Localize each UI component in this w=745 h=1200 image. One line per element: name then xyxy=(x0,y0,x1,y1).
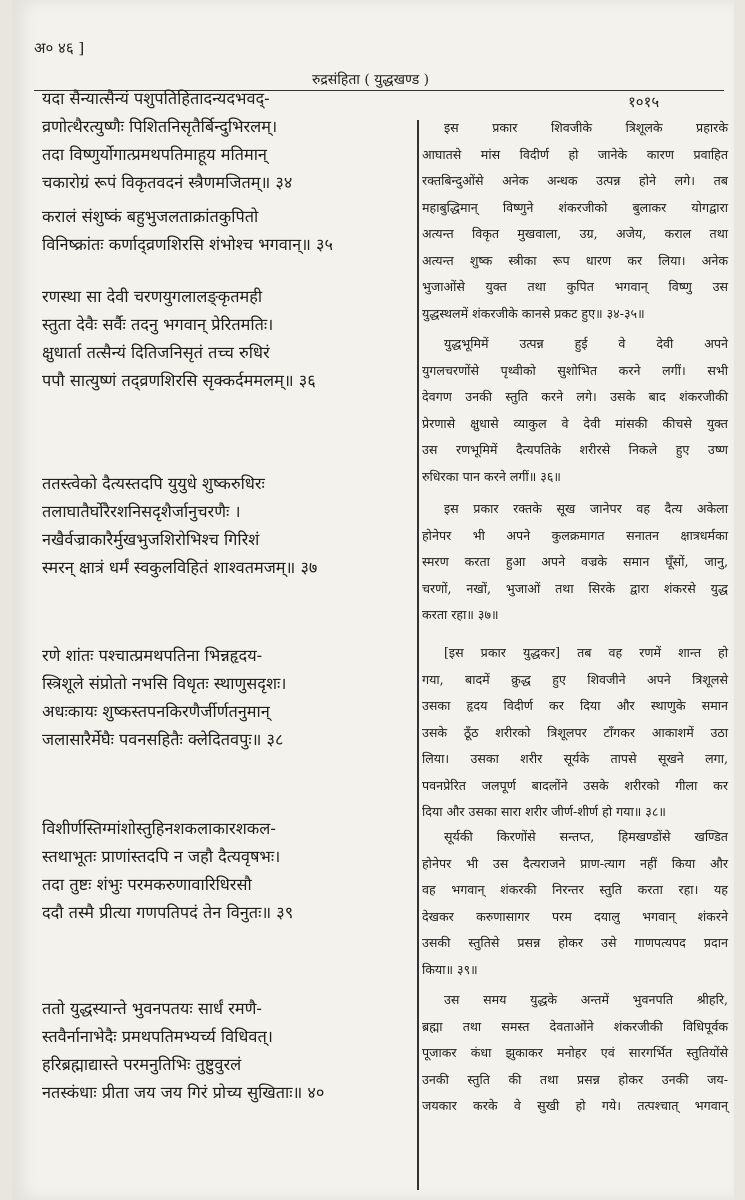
verse-line: यदा सैन्यात्सैन्यं पशुपतिहितादन्यदभवद्- xyxy=(42,89,270,108)
paragraph-line: रुधिरका पान करने लगीं॥ ३६॥ xyxy=(422,468,561,484)
verse-line: क्षुधार्ता तत्सैन्यं दितिजनिसृतं तच्च रुधिरं xyxy=(42,343,270,362)
sanskrit-verse xyxy=(42,470,407,582)
paragraph-line: प्रेरणासे क्षुधासे व्याकुल वे देवी मांसकी कीचसे युक्त xyxy=(422,415,728,431)
verse-line: विशीर्णस्तिग्मांशोस्तुहिनशकलाकारशकल- xyxy=(42,819,276,838)
verse-line: अधःकायः शुष्कस्तपनकिरणैर्जीर्णतनुमान् xyxy=(42,702,270,721)
verse-line: हरिब्रह्माद्यास्ते परमनुतिभिः तुष्टुवुरलं xyxy=(42,1055,242,1074)
hindi-paragraph xyxy=(422,640,728,826)
paragraph-line: अत्यन्त विकृत मुखवाला, उग्र, अजेय, कराल तथा xyxy=(422,226,728,241)
sanskrit-verse xyxy=(42,642,407,754)
verse-line: तदा तुष्टः शंभुः परमकरुणावारिधिरसौ xyxy=(42,875,252,894)
book-page xyxy=(12,0,734,1200)
verse-line: स्तवैर्नानाभेदैः प्रमथपतिमभ्यर्च्य विधिवत्। xyxy=(42,1027,273,1046)
paragraph-line: इस प्रकार रक्तके सूख जानेपर वह दैत्य अकेला xyxy=(444,501,728,516)
verse-line: स्मरन् क्षात्रं धर्मं स्वकुलविहितं शाश्वतमजम्॥ ३७ xyxy=(42,558,318,577)
hindi-paragraph xyxy=(422,824,728,983)
verse-line: करालं संशुष्कं बहुभुजलताक्रांतकुपितो xyxy=(42,207,259,226)
verse-line: ददौ तस्मै प्रीत्या गणपतिपदं तेन विनुतः॥ ३९ xyxy=(42,903,294,922)
paragraph-line: उनकी स्तुति की तथा प्रसन्न होकर उनकी जय- xyxy=(422,1071,728,1087)
paragraph-line: भुजाओंसे युक्त तथा कुपित भगवान् विष्णु उस xyxy=(422,279,728,294)
verse-line: रणस्था सा देवी चरणयुगलालङ्कृतमही xyxy=(42,287,263,306)
sanskrit-verse xyxy=(42,203,407,259)
verse-line: पपौ सात्युष्णं तद्व्रणशिरसि सृक्कर्दममलम्॥ ३६ xyxy=(42,371,316,390)
paragraph-line: देखकर करुणासागर परम दयालु भगवान् शंकरने xyxy=(422,908,728,924)
verse-line: विनिष्क्रांतः कर्णाद्व्रणशिरसि शंभोश्च भगवान्॥ ३५ xyxy=(42,235,333,254)
verse-line: चकारोग्रं रूपं विकृतवदनं स्त्रैणमजितम्॥ ३४ xyxy=(42,173,293,192)
hindi-paragraph xyxy=(422,115,728,327)
hindi-paragraph xyxy=(422,331,728,490)
verse-line: रणे शांतः पश्चात्प्रमथपतिना भिन्नहृदय- xyxy=(42,646,263,665)
sanskrit-verse xyxy=(42,283,407,395)
paragraph-line: युद्धभूमिमें उत्पन्न हुई वे देवी अपने xyxy=(444,336,728,351)
sanskrit-verse xyxy=(42,995,407,1107)
verse-line: ततस्त्वेको दैत्यस्तदपि युयुधे शुष्करुधिरः xyxy=(42,474,265,493)
paragraph-line: रक्तबिन्दुओंसे अनेक अन्धक उत्पन्न होने लगे। तब xyxy=(422,173,728,188)
page-number: १०१५ xyxy=(628,93,660,111)
verse-line: ततो युद्धस्यान्ते भुवनपतयः सार्धं रमणै- xyxy=(42,999,262,1018)
verse-line: व्रणोत्थैरत्युष्णैः पिशितनिसृतैर्बिन्दुभिरलम्। xyxy=(42,117,278,136)
paragraph-line: चरणों, नखों, भुजाओं तथा सिरके द्वारा शंकरसे युद्ध xyxy=(422,580,728,596)
hindi-paragraph xyxy=(422,496,728,629)
paragraph-line: [इस प्रकार युद्धकर] तब वह रणमें शान्त हो xyxy=(444,645,728,660)
paragraph-line: होनेपर भी अपने कुलक्रमागत सनातन क्षात्रधर्मका xyxy=(422,527,728,543)
sanskrit-verse xyxy=(42,85,407,197)
paragraph-line: करता रहा॥ ३७॥ xyxy=(422,607,499,622)
verse-line: तलाघातैर्घोरैरशनिसदृशैर्जानुचरणैः । xyxy=(42,502,241,521)
paragraph-line: उसकी स्तुतिसे प्रसन्न होकर उसे गाणपत्यपद प्रदान xyxy=(422,935,728,950)
verse-line: जलासारैर्मेघैः पवनसहितैः क्लेदितवपुः॥ ३८ xyxy=(42,730,284,749)
paragraph-line: गया, बादमें क्रुद्ध हुए शिवजीने अपने त्रिशूलसे xyxy=(422,671,728,687)
sanskrit-verse xyxy=(42,815,407,927)
paragraph-line: उस रणभूमिमें दैत्यपतिके शरीरसे निकले हुए उष्ण xyxy=(422,442,728,457)
paragraph-line: सूर्यकी किरणोंसे सन्तप्त, हिमखण्डोंसे खण्डित xyxy=(444,829,728,844)
paragraph-line: पवनप्रेरित जलपूर्ण बादलोंने उसके शरीरको गीला कर xyxy=(422,777,728,793)
paragraph-line: वह भगवान् शंकरकी निरन्तर स्तुति करता रहा। यह xyxy=(422,882,728,897)
paragraph-line: स्मरण करता हुआ अपने वज्रके समान घूँसों, जानु, xyxy=(422,554,728,569)
verse-line: स्तुता देवैः सर्वैः तदनु भगवान् प्रेरितमतिः। xyxy=(42,315,274,334)
paragraph-line: देवगण उनकी स्तुति करने लगे। उसके बाद शंकरजीकी xyxy=(422,389,728,404)
paragraph-line: उसका हृदय विदीर्ण कर दिया और स्थाणुके समान xyxy=(422,698,728,713)
paragraph-line: किया॥ ३९॥ xyxy=(422,961,478,977)
verse-line: तदा विष्णुर्योगात्प्रमथपतिमाहूय मतिमान् xyxy=(42,145,267,164)
paragraph-line: अत्यन्त शुष्क स्त्रीका रूप धारण कर लिया। अनेक xyxy=(422,252,728,268)
paragraph-line: युद्धस्थलमें शंकरजीके कानसे प्रकट हुए॥ ३४-३५॥ xyxy=(422,305,645,321)
paragraph-line: पूजाकर कंधा झुकाकर मनोहर एवं सारगर्भित स्तुतियोंसे xyxy=(422,1045,728,1060)
hindi-paragraph xyxy=(422,987,728,1120)
verse-line: नखैर्वज्राकारैर्मुखभुजशिरोभिश्च गिरिशं xyxy=(42,530,260,549)
verse-line: स्त्रिशूले संप्रोतो नभसि विधृतः स्थाणुसदृशः। xyxy=(42,674,287,693)
paragraph-line: होनेपर भी उस दैत्यराजने प्राण-त्याग नहीं किया और xyxy=(422,855,728,871)
column-divider xyxy=(417,120,419,1190)
paragraph-line: उसके ठूँठ शरीरको त्रिशूलपर टाँगकर आकाशमें उठा xyxy=(422,724,728,740)
paragraph-line: युगलचरणोंसे पृथ्वीको सुशोभित करने लगीं। सभी xyxy=(422,362,728,378)
running-title: रुद्रसंहिता ( युद्धखण्ड ) xyxy=(312,72,430,88)
paragraph-line: दिया और उसका सारा शरीर जीर्ण-शीर्ण हो गया॥ ३८॥ xyxy=(422,804,666,819)
paragraph-line: आघातसे मांस विदीर्ण हो जानेके कारण प्रवाहित xyxy=(422,146,728,162)
paragraph-line: महाबुद्धिमान् विष्णुने शंकरजीको बुलाकर योगद्वारा xyxy=(422,199,728,215)
paragraph-line: ब्रह्मा तथा समस्त देवताओंने शंकरजीकी विधिपूर्वक xyxy=(422,1018,728,1034)
paragraph-line: इस प्रकार शिवजीके त्रिशूलके प्रहारके xyxy=(444,120,728,135)
chapter-number: अ० ४६ ] xyxy=(34,39,85,57)
verse-line: नतस्कंधाः प्रीता जय जय गिरं प्रोच्य सुखिताः॥ ४० xyxy=(42,1083,325,1102)
paragraph-line: लिया। उसका शरीर सूर्यके तापसे सूखने लगा, xyxy=(422,751,728,766)
verse-line: स्तथाभूतः प्राणांस्तदपि न जहौ दैत्यवृषभः। xyxy=(42,847,281,866)
paragraph-line: जयकार करके वे सुखी हो गये। तत्पश्चात् भगवान् xyxy=(422,1098,728,1113)
paragraph-line: उस समय युद्धके अन्तमें भुवनपति श्रीहरि, xyxy=(444,992,728,1007)
